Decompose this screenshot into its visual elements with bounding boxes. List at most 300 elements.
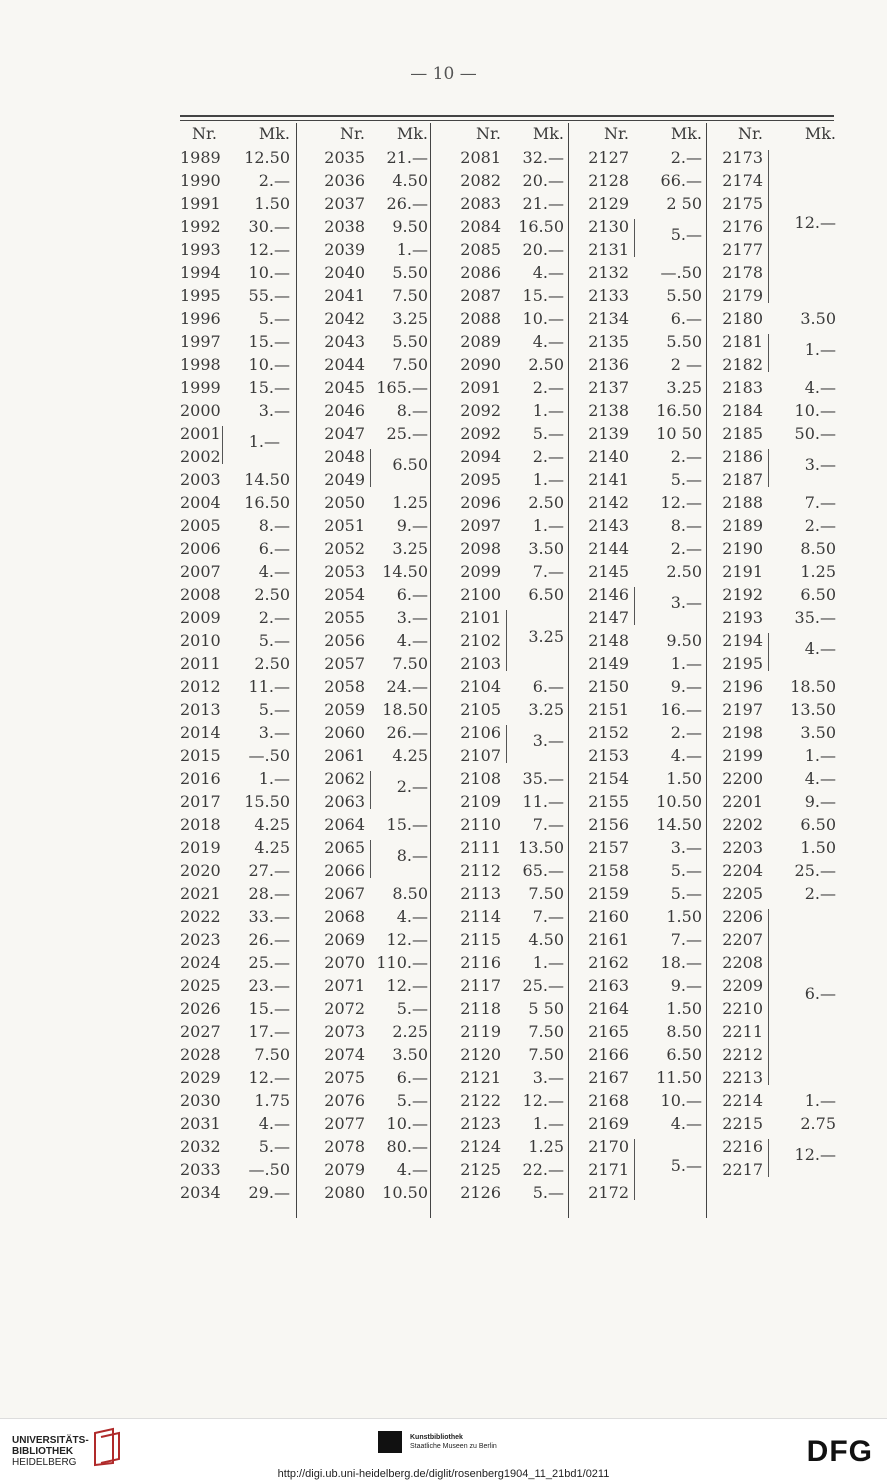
entry-nr: 2215 (722, 1114, 763, 1133)
entry-nr: 2164 (588, 999, 629, 1018)
kunstbibliothek-logo[interactable] (410, 1433, 497, 1451)
entry-price: 5.— (258, 1137, 290, 1156)
entry-nr: 2022 (180, 907, 221, 926)
entry-price: 3.25 (392, 539, 428, 558)
entry-nr: 2059 (324, 700, 365, 719)
entry-price: 15.— (522, 286, 564, 305)
entry-nr: 2055 (324, 608, 365, 627)
entry-price: 12.— (386, 930, 428, 949)
group-price: 6.50 (392, 454, 428, 474)
entry-nr: 2085 (460, 240, 501, 259)
group-price: 2.— (396, 776, 428, 796)
entry-nr: 2171 (588, 1160, 629, 1179)
entry-price: 7.— (532, 815, 564, 834)
entry-price: 10.— (248, 355, 290, 374)
entry-nr: 2105 (460, 700, 501, 719)
entry-nr: 2087 (460, 286, 501, 305)
entry-price: 5.— (258, 309, 290, 328)
header-nr: Nr. (340, 124, 365, 143)
page-number: — 10 — (410, 64, 477, 84)
entry-price: 29.— (248, 1183, 290, 1202)
entry-price: 1.— (532, 953, 564, 972)
entry-price: 3.25 (666, 378, 702, 397)
entry-nr: 2159 (588, 884, 629, 903)
entry-price (718, 1181, 836, 1204)
entry-price: 6.50 (666, 1045, 702, 1064)
entry-price: 20.— (522, 171, 564, 190)
entry-price: 7.— (804, 493, 836, 512)
entry-price: 16.50 (656, 401, 702, 420)
entry-nr: 2125 (460, 1160, 501, 1179)
entry-nr: 2072 (324, 999, 365, 1018)
entry-nr: 2082 (460, 171, 501, 190)
ub-heidelberg-logo[interactable] (12, 1435, 89, 1468)
entry-price: 7.50 (528, 884, 564, 903)
entry-price: 2.— (670, 539, 702, 558)
entry-price: 24.— (386, 677, 428, 696)
entry-nr: 2147 (588, 608, 629, 627)
entry-price: 3.— (532, 1068, 564, 1087)
entry-nr: 2197 (722, 700, 763, 719)
entry-nr: 2209 (722, 976, 763, 995)
entry-nr: 2187 (722, 470, 763, 489)
entry-price: 80.— (386, 1137, 428, 1156)
entry-price: 1.— (804, 1091, 836, 1110)
entry-price: 10.— (522, 309, 564, 328)
entry-nr: 2104 (460, 677, 501, 696)
entry-price: 7.50 (392, 355, 428, 374)
entry-nr: 1999 (180, 378, 221, 397)
entry-nr: 2027 (180, 1022, 221, 1041)
entry-nr: 2194 (722, 631, 763, 650)
entry-nr: 2186 (722, 447, 763, 466)
entry-price: 2.25 (392, 1022, 428, 1041)
entry-price: 3.50 (800, 723, 836, 742)
entry-price: 4.50 (528, 930, 564, 949)
entry-nr: 2141 (588, 470, 629, 489)
header-nr: Nr. (476, 124, 501, 143)
entry-nr: 2146 (588, 585, 629, 604)
ub-line3: HEIDELBERG (12, 1457, 77, 1468)
entry-nr: 2123 (460, 1114, 501, 1133)
entry-nr: 2213 (722, 1068, 763, 1087)
entry-price: 3.50 (800, 309, 836, 328)
entry-price: 3.— (396, 608, 428, 627)
entry-price: 2.— (532, 447, 564, 466)
entry-nr: 2118 (460, 999, 501, 1018)
group-price: 1.— (248, 431, 280, 451)
entry-price: 5.— (532, 424, 564, 443)
entry-price: 2.50 (528, 493, 564, 512)
entry-price: 8.— (670, 516, 702, 535)
entry-nr: 1989 (180, 148, 221, 167)
entry-price: 1.— (532, 1114, 564, 1133)
entry-price: 5.— (396, 1091, 428, 1110)
entry-price: 1.50 (800, 838, 836, 857)
entry-price: 6.— (396, 585, 428, 604)
entry-nr: 1990 (180, 171, 221, 190)
entry-price: 10.— (248, 263, 290, 282)
entry-nr: 2212 (722, 1045, 763, 1064)
entry-nr: 2064 (324, 815, 365, 834)
entry-nr: 2170 (588, 1137, 629, 1156)
entry-price: 10.50 (382, 1183, 428, 1202)
entry-nr: 2134 (588, 309, 629, 328)
entry-nr: 2155 (588, 792, 629, 811)
entry-nr: 2189 (722, 516, 763, 535)
entry-nr: 2162 (588, 953, 629, 972)
entry-nr: 2091 (460, 378, 501, 397)
entry-price: 10.— (386, 1114, 428, 1133)
entry-price (718, 192, 836, 215)
entry-nr: 2136 (588, 355, 629, 374)
entry-price: 6.— (258, 539, 290, 558)
entry-price: 15.— (248, 999, 290, 1018)
entry-price: 18.50 (790, 677, 836, 696)
entry-nr: 2122 (460, 1091, 501, 1110)
entry-nr: 2202 (722, 815, 763, 834)
entry-nr: 2175 (722, 194, 763, 213)
entry-nr: 2199 (722, 746, 763, 765)
entry-price (718, 951, 836, 974)
entry-price: 4.— (258, 562, 290, 581)
entry-nr: 2128 (588, 171, 629, 190)
group-price: 4.— (804, 638, 836, 658)
entry-price: 21.— (386, 148, 428, 167)
entry-nr: 2152 (588, 723, 629, 742)
kb-line2: Staatliche Museen zu Berlin (410, 1443, 497, 1450)
entry-price: 10.— (660, 1091, 702, 1110)
entry-price: —.50 (660, 263, 702, 282)
entry-price: 3.50 (392, 1045, 428, 1064)
entry-nr: 1998 (180, 355, 221, 374)
entry-price: 9.50 (392, 217, 428, 236)
entry-nr: 2038 (324, 217, 365, 236)
entry-nr: 2185 (722, 424, 763, 443)
entry-nr: 2071 (324, 976, 365, 995)
header-mk: Mk. (258, 124, 290, 143)
entry-nr: 2101 (460, 608, 501, 627)
entry-nr: 2097 (460, 516, 501, 535)
entry-nr: 2160 (588, 907, 629, 926)
entry-price: 13.50 (518, 838, 564, 857)
entry-price: 4.— (670, 746, 702, 765)
entry-nr: 2161 (588, 930, 629, 949)
entry-price: 3.25 (392, 309, 428, 328)
entry-price: 1.— (532, 470, 564, 489)
entry-nr: 2117 (460, 976, 501, 995)
entry-nr: 2176 (722, 217, 763, 236)
entry-nr: 1997 (180, 332, 221, 351)
entry-nr: 2182 (722, 355, 763, 374)
entry-price (718, 928, 836, 951)
entry-nr: 2047 (324, 424, 365, 443)
entry-nr: 2138 (588, 401, 629, 420)
entry-nr: 2024 (180, 953, 221, 972)
entry-price: 9.— (670, 677, 702, 696)
entry-price (718, 1043, 836, 1066)
entry-nr: 2195 (722, 654, 763, 673)
entry-nr: 2166 (588, 1045, 629, 1064)
entry-price: 5.— (670, 861, 702, 880)
entry-nr: 2148 (588, 631, 629, 650)
entry-price: 4.25 (392, 746, 428, 765)
entry-nr: 2088 (460, 309, 501, 328)
entry-nr: 2153 (588, 746, 629, 765)
entry-nr: 2029 (180, 1068, 221, 1087)
entry-price: 5.50 (666, 332, 702, 351)
entry-nr: 2067 (324, 884, 365, 903)
header-nr: Nr. (738, 124, 763, 143)
entry-price: 5.50 (392, 263, 428, 282)
entry-price: 2.— (804, 516, 836, 535)
entry-nr: 2092 (460, 424, 501, 443)
entry-nr: 2174 (722, 171, 763, 190)
entry-nr: 2165 (588, 1022, 629, 1041)
entry-price: 65.— (522, 861, 564, 880)
entry-nr: 2190 (722, 539, 763, 558)
entry-price: 27.— (248, 861, 290, 880)
entry-nr: 2178 (722, 263, 763, 282)
entry-nr: 2102 (460, 631, 501, 650)
entry-price: 8.— (396, 401, 428, 420)
entry-price: 35.— (522, 769, 564, 788)
entry-price: 4.— (396, 907, 428, 926)
entry-nr: 2204 (722, 861, 763, 880)
entry-nr: 1991 (180, 194, 221, 213)
entry-price: 2.50 (528, 355, 564, 374)
entry-price (718, 146, 836, 169)
entry-nr: 2076 (324, 1091, 365, 1110)
entry-nr: 2149 (588, 654, 629, 673)
entry-price: 5.— (670, 470, 702, 489)
entry-nr: 2033 (180, 1160, 221, 1179)
entry-nr: 2023 (180, 930, 221, 949)
entry-nr: 2173 (722, 148, 763, 167)
entry-price: 25.— (522, 976, 564, 995)
entry-price: 4.50 (392, 171, 428, 190)
entry-price: 14.50 (244, 470, 290, 489)
entry-nr: 2073 (324, 1022, 365, 1041)
entry-nr: 2014 (180, 723, 221, 742)
entry-price: 2 — (670, 355, 702, 374)
entry-nr: 2198 (722, 723, 763, 742)
entry-nr: 2094 (460, 447, 501, 466)
entry-nr: 2114 (460, 907, 501, 926)
source-url[interactable]: http://digi.ub.uni-heidelberg.de/diglit/rosenberg1904_11_21bd1/0211 (277, 1468, 610, 1480)
ub-line2: BIBLIOTHEK (12, 1446, 74, 1457)
entry-nr: 2158 (588, 861, 629, 880)
entry-nr: 2111 (460, 838, 501, 857)
entry-price: 3.25 (528, 700, 564, 719)
entry-price: 5.— (258, 700, 290, 719)
entry-price: 2.— (670, 723, 702, 742)
entry-nr: 2062 (324, 769, 365, 788)
entry-price: 1.— (804, 746, 836, 765)
entry-nr: 2192 (722, 585, 763, 604)
entry-nr: 2099 (460, 562, 501, 581)
entry-price: 2.— (670, 447, 702, 466)
entry-nr: 2084 (460, 217, 501, 236)
entry-price (718, 284, 836, 307)
entry-nr: 2150 (588, 677, 629, 696)
entry-nr: 2179 (722, 286, 763, 305)
entry-price: 50.— (794, 424, 836, 443)
entry-nr: 2203 (722, 838, 763, 857)
entry-price: 7.50 (392, 654, 428, 673)
footer-bar (0, 1418, 887, 1484)
entry-nr: 2126 (460, 1183, 501, 1202)
entry-nr: 2095 (460, 470, 501, 489)
entry-price: 33.— (248, 907, 290, 926)
entry-nr: 2140 (588, 447, 629, 466)
entry-price: 15.— (386, 815, 428, 834)
entry-nr: 2043 (324, 332, 365, 351)
entry-price: 1.— (396, 240, 428, 259)
entry-price (446, 606, 564, 629)
entry-nr: 2079 (324, 1160, 365, 1179)
entry-price: 25.— (248, 953, 290, 972)
entry-price: 28.— (248, 884, 290, 903)
entry-nr: 2061 (324, 746, 365, 765)
entry-price: 1.25 (528, 1137, 564, 1156)
entry-nr: 2021 (180, 884, 221, 903)
entry-price: 22.— (522, 1160, 564, 1179)
entry-price: 14.50 (656, 815, 702, 834)
entry-price: 1.— (532, 401, 564, 420)
entry-nr: 2058 (324, 677, 365, 696)
entry-nr: 2017 (180, 792, 221, 811)
entry-price: 4.— (532, 263, 564, 282)
entry-price: 5.50 (666, 286, 702, 305)
entry-price: 11.50 (656, 1068, 702, 1087)
entry-nr: 2018 (180, 815, 221, 834)
entry-nr: 2028 (180, 1045, 221, 1064)
entry-nr: 2015 (180, 746, 221, 765)
top-rule-thin (180, 120, 834, 121)
entry-nr: 2066 (324, 861, 365, 880)
group-price: 5.— (670, 1156, 702, 1175)
entry-price: 30.— (248, 217, 290, 236)
entry-price: 110.— (376, 953, 428, 972)
header-mk: Mk. (804, 124, 836, 143)
entry-nr: 2031 (180, 1114, 221, 1133)
entry-nr: 2132 (588, 263, 629, 282)
entry-nr: 2108 (460, 769, 501, 788)
entry-nr: 2210 (722, 999, 763, 1018)
entry-nr: 2004 (180, 493, 221, 512)
entry-price: 25.— (386, 424, 428, 443)
entry-nr: 2113 (460, 884, 501, 903)
entry-price: 10.50 (656, 792, 702, 811)
group-price: 12.— (794, 1144, 836, 1164)
entry-price: 4.— (396, 1160, 428, 1179)
ub-logo-icon (91, 1427, 125, 1467)
entry-price: 26.— (386, 194, 428, 213)
entry-nr: 2041 (324, 286, 365, 305)
entry-price: 15.— (248, 332, 290, 351)
entry-nr: 2127 (588, 148, 629, 167)
entry-price: 2.— (532, 378, 564, 397)
group-price: 3.— (804, 454, 836, 474)
entry-price (584, 1181, 702, 1204)
entry-price: 12.— (248, 1068, 290, 1087)
column-divider (706, 123, 707, 1218)
entry-price: 6.50 (528, 585, 564, 604)
entry-nr: 2010 (180, 631, 221, 650)
entry-nr: 2131 (588, 240, 629, 259)
entry-price: 4.25 (254, 838, 290, 857)
entry-nr: 2120 (460, 1045, 501, 1064)
entry-price: 2.— (258, 171, 290, 190)
entry-price: 26.— (386, 723, 428, 742)
entry-nr: 2206 (722, 907, 763, 926)
entry-nr: 2183 (722, 378, 763, 397)
entry-price: 1.— (670, 654, 702, 673)
group-price: 5.— (670, 224, 702, 244)
column-divider (296, 123, 297, 1218)
entry-nr: 2177 (722, 240, 763, 259)
entry-nr: 2001 (180, 424, 221, 443)
entry-price: 10.— (794, 401, 836, 420)
header-nr: Nr. (604, 124, 629, 143)
entry-nr: 2107 (460, 746, 501, 765)
entry-price: 1.25 (800, 562, 836, 581)
entry-nr: 2068 (324, 907, 365, 926)
entry-price: 6.— (396, 1068, 428, 1087)
entry-price: 1.50 (666, 999, 702, 1018)
entry-nr: 2056 (324, 631, 365, 650)
entry-price: 4.— (670, 1114, 702, 1133)
entry-nr: 2046 (324, 401, 365, 420)
entry-price: 12.— (660, 493, 702, 512)
entry-nr: 1995 (180, 286, 221, 305)
entry-nr: 2196 (722, 677, 763, 696)
entry-price: 4.— (396, 631, 428, 650)
entry-nr: 2168 (588, 1091, 629, 1110)
entry-nr: 2053 (324, 562, 365, 581)
entry-price: —.50 (248, 1160, 290, 1179)
entry-nr: 2042 (324, 309, 365, 328)
entry-nr: 2045 (324, 378, 365, 397)
entry-price: 11.— (248, 677, 290, 696)
entry-price: 7.50 (254, 1045, 290, 1064)
entry-nr: 2034 (180, 1183, 221, 1202)
entry-nr: 2098 (460, 539, 501, 558)
entry-nr: 2200 (722, 769, 763, 788)
entry-price: 4.— (804, 769, 836, 788)
entry-nr: 2048 (324, 447, 365, 466)
entry-nr: 2191 (722, 562, 763, 581)
dfg-logo[interactable]: DFG (806, 1435, 873, 1468)
entry-nr: 2181 (722, 332, 763, 351)
entry-nr: 2130 (588, 217, 629, 236)
entry-nr: 2005 (180, 516, 221, 535)
entry-price: 32.— (522, 148, 564, 167)
kb-line1: Kunstbibliothek (410, 1434, 463, 1441)
entry-nr: 2026 (180, 999, 221, 1018)
entry-price: 2.75 (800, 1114, 836, 1133)
entry-nr: 2115 (460, 930, 501, 949)
entry-price (446, 652, 564, 675)
group-price: 1.— (804, 339, 836, 359)
entry-nr: 2201 (722, 792, 763, 811)
entry-price: 5.50 (392, 332, 428, 351)
entry-price: 2.— (804, 884, 836, 903)
entry-price: 12.50 (244, 148, 290, 167)
entry-price (584, 1135, 702, 1158)
group-price: 6.— (804, 983, 836, 1003)
